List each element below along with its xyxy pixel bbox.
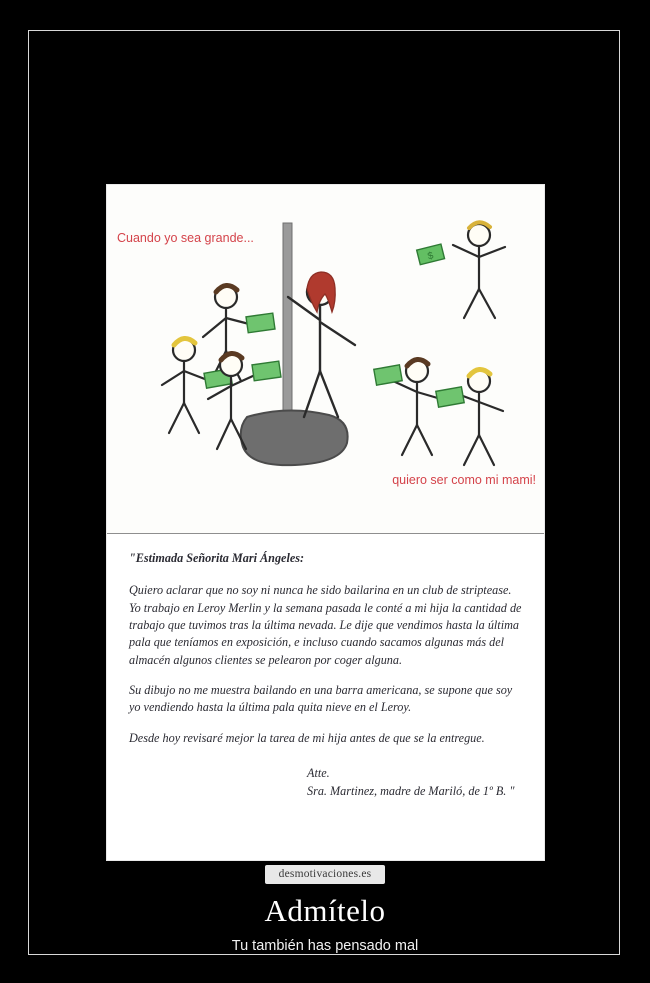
watermark-label: desmotivaciones.es (265, 865, 386, 884)
money-bill (252, 361, 281, 381)
drawing-caption-right: quiero ser como mi mami! (392, 473, 536, 487)
drawing-caption-left: Cuando yo sea grande... (117, 231, 254, 245)
letter-paragraph-1: Quiero aclarar que no soy ni nunca he sido bailarina en un club de striptease. Yo trabajo en Leroy Merlin y la semana pasada le conté a mi hija la cantidad de trabajo que tuvimos tras la última nevada. Le dije que vendimos hasta la última pala que teníamos en exposición, e incluso cuando sacamos algunas más del almacén algunos clientes se pelearon por coger alguna. (129, 583, 522, 667)
signoff-line-1: Atte. (307, 765, 330, 780)
scanned-sheet (107, 185, 544, 860)
poster-title: Admítelo (264, 893, 386, 928)
letter-paragraph-3: Desde hoy revisaré mejor la tarea de mi hija antes de que se la entregue. (129, 730, 485, 745)
handwritten-letter (107, 534, 544, 808)
watermark (0, 864, 650, 884)
poster-subtitle: Tu también has pensado mal (231, 938, 419, 954)
child-drawing (107, 185, 544, 534)
letter-signoff (129, 765, 522, 800)
letter-paragraph-2: Su dibujo no me muestra bailando en una barra americana, se supone que soy yo vendiendo hasta la última pala quita nieve en el Leroy. (129, 682, 513, 715)
letter-salutation: "Estimada Señorita Mari Ángeles: (129, 551, 305, 565)
svg-text:$: $ (426, 250, 435, 263)
money-bill (246, 313, 275, 333)
signoff-line-2: Sra. Martinez, madre de Mariló, de 1º B. " (307, 783, 515, 798)
